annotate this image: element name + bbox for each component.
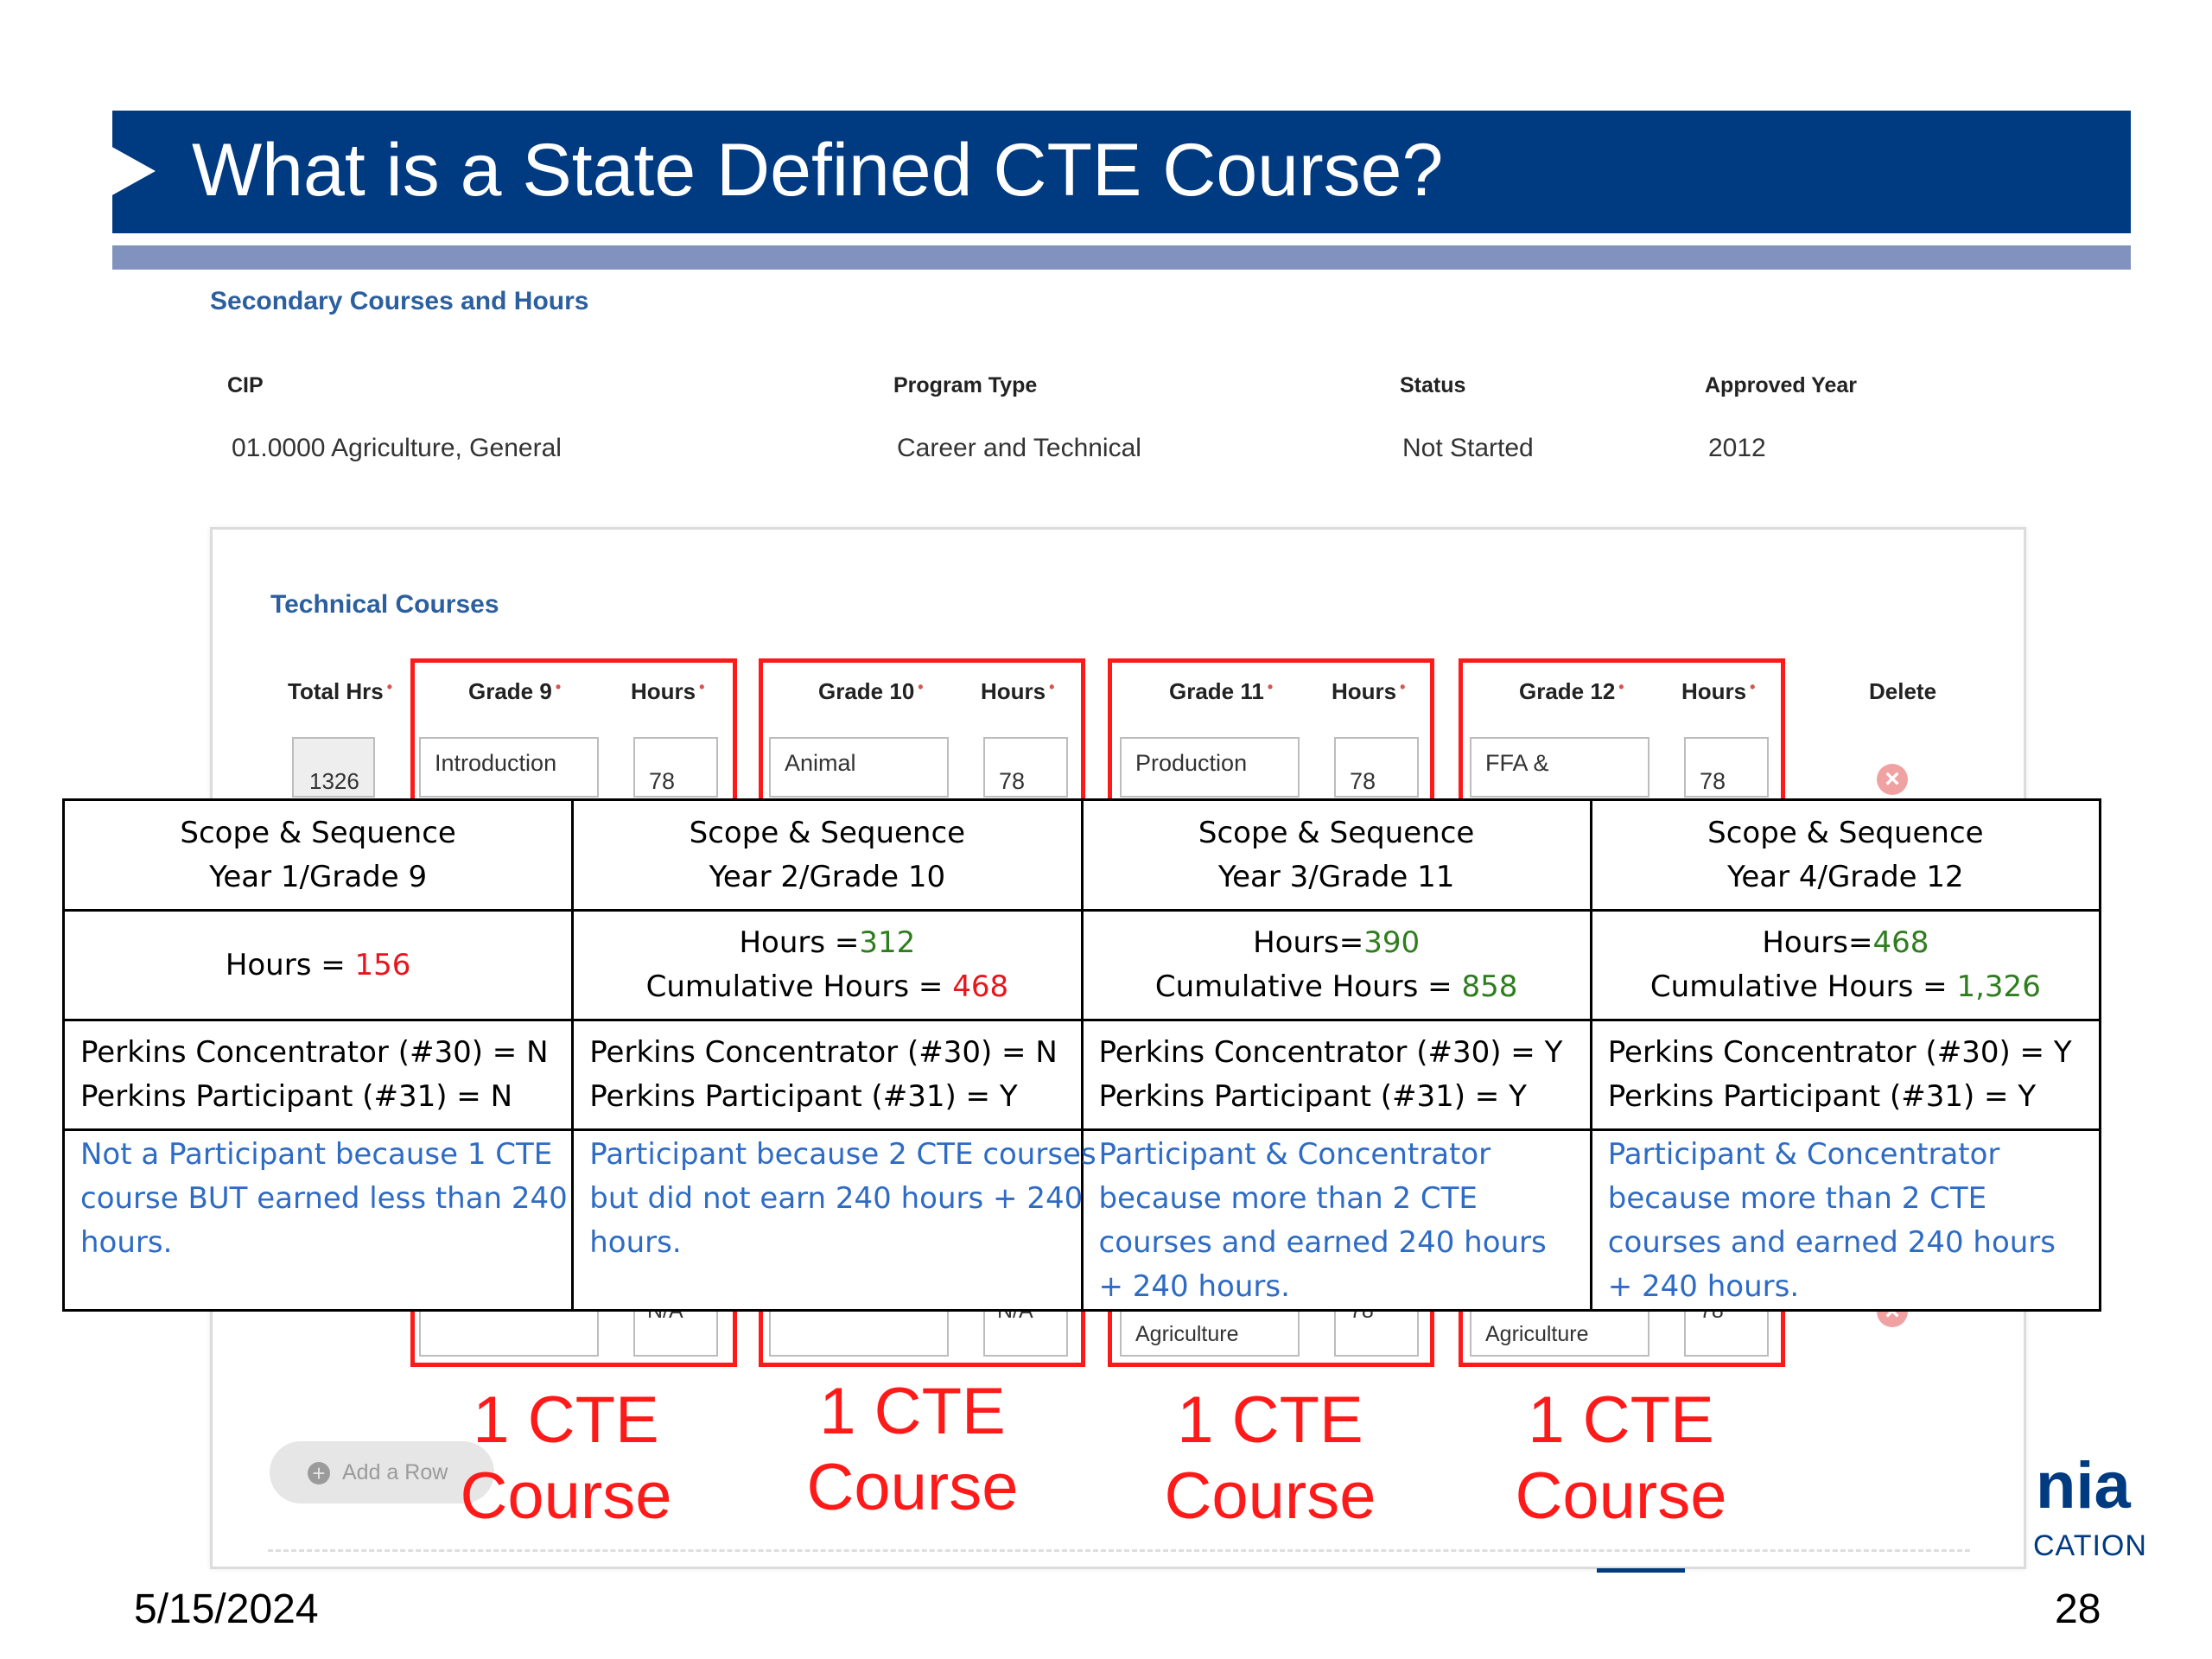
scope-sequence-table	[62, 798, 2101, 1312]
cte-label-grade-11: 1 CTE Course	[1164, 1383, 1376, 1533]
grade-11-header: Grade 11 •	[1169, 678, 1274, 704]
approved-year-header: Approved Year	[1705, 373, 1858, 397]
plus-circle-icon: +	[308, 1462, 330, 1484]
table-row-perkins	[64, 1020, 2101, 1130]
header-cell-year-1: Scope & Sequence Year 1/Grade 9	[64, 800, 573, 911]
note-cell-year-4: Participant & Concentrator because more than 2 CTE courses and earned 240 hours + 240 hours.	[1591, 1130, 2100, 1311]
slide-page-number: 28	[2055, 1586, 2101, 1632]
grade-12-course-input[interactable]: FFA &	[1470, 737, 1649, 798]
cip-value: 01.0000 Agriculture, General	[232, 434, 562, 462]
grade-11-course-input[interactable]: Production	[1120, 737, 1300, 798]
perkins-cell-year-4: Perkins Concentrator (#30) = Y Perkins Participant (#31) = Y	[1591, 1020, 2100, 1130]
cte-label-grade-10: 1 CTE Course	[806, 1375, 1019, 1524]
technical-courses-title: Technical Courses	[270, 590, 499, 619]
grade-10-hours-input[interactable]: 78	[983, 737, 1068, 798]
slide-title: What is a State Defined CTE Course?	[192, 129, 1444, 212]
hours-cell-year-4: Hours=468 Cumulative Hours = 1,326	[1591, 911, 2100, 1020]
program-type-value: Career and Technical	[897, 434, 1141, 462]
grade-12-hours-input[interactable]: 78	[1684, 737, 1769, 798]
hours-cell-year-3: Hours=390 Cumulative Hours = 858	[1082, 911, 1591, 1020]
slide-date: 5/15/2024	[134, 1586, 319, 1632]
grade-9-course-input[interactable]: Introduction	[419, 737, 599, 798]
dashed-divider	[268, 1549, 1970, 1552]
note-cell-year-1: Not a Participant because 1 CTE course BUT earned less than 240 hours.	[64, 1130, 573, 1311]
grade-9-hours-input[interactable]: 78	[633, 737, 718, 798]
add-row-button[interactable]: + Add a Row	[270, 1441, 494, 1503]
table-row-notes	[64, 1130, 2101, 1311]
logo-fragment: nia	[2036, 1449, 2131, 1522]
cip-header: CIP	[227, 373, 264, 397]
grade-9-hours-header: Hours •	[631, 678, 705, 704]
grade-11-hours-header: Hours •	[1332, 678, 1406, 704]
total-hrs-header: Total Hrs •	[288, 678, 393, 704]
grade-9-header: Grade 9 •	[468, 678, 562, 704]
perkins-cell-year-1: Perkins Concentrator (#30) = N Perkins Participant (#31) = N	[64, 1020, 573, 1130]
perkins-cell-year-2: Perkins Concentrator (#30) = N Perkins Participant (#31) = Y	[573, 1020, 1082, 1130]
grade-10-course-input[interactable]: Animal	[769, 737, 949, 798]
cte-label-grade-9: 1 CTE Course	[460, 1383, 672, 1533]
total-hrs-input[interactable]: 1326	[292, 737, 375, 798]
grade-11-hours-input[interactable]: 78	[1334, 737, 1419, 798]
header-cell-year-4: Scope & Sequence Year 4/Grade 12	[1591, 800, 2100, 911]
note-cell-year-3: Participant & Concentrator because more than 2 CTE courses and earned 240 hours + 240 hours.	[1082, 1130, 1591, 1311]
grade-12-course-input-row2[interactable]: Agriculture	[1470, 1279, 1649, 1357]
grade-12-header: Grade 12 •	[1519, 678, 1624, 704]
approved-year-value: 2012	[1708, 434, 1766, 462]
grade-10-header: Grade 10 •	[818, 678, 924, 704]
perkins-cell-year-3: Perkins Concentrator (#30) = Y Perkins Participant (#31) = Y	[1082, 1020, 1591, 1130]
grade-10-hours-header: Hours •	[981, 678, 1055, 704]
header-cell-year-3: Scope & Sequence Year 3/Grade 11	[1082, 800, 1591, 911]
note-cell-year-2: Participant because 2 CTE courses but did not earn 240 hours + 240 hours.	[573, 1130, 1082, 1311]
status-header: Status	[1400, 373, 1466, 397]
delete-header: Delete	[1869, 678, 1937, 704]
table-row-hours	[64, 911, 2101, 1020]
accent-bar	[112, 245, 2131, 270]
table-row-headers	[64, 800, 2101, 911]
hours-cell-year-2: Hours =312 Cumulative Hours = 468	[573, 911, 1082, 1020]
status-value: Not Started	[1402, 434, 1534, 462]
hours-cell-year-1: Hours = 156	[64, 911, 573, 1020]
header-cell-year-2: Scope & Sequence Year 2/Grade 10	[573, 800, 1082, 911]
title-arrow-icon	[109, 145, 156, 197]
grade-12-hours-header: Hours •	[1681, 678, 1756, 704]
program-type-header: Program Type	[893, 373, 1038, 397]
section-title: Secondary Courses and Hours	[210, 287, 589, 315]
logo-underline	[1597, 1568, 1685, 1573]
logo-tagline-fragment: CATION	[2033, 1529, 2147, 1562]
cte-label-grade-12: 1 CTE Course	[1515, 1383, 1727, 1533]
grade-11-course-input-row2[interactable]: Agriculture	[1120, 1279, 1300, 1357]
delete-row-icon[interactable]: ×	[1877, 764, 1908, 795]
